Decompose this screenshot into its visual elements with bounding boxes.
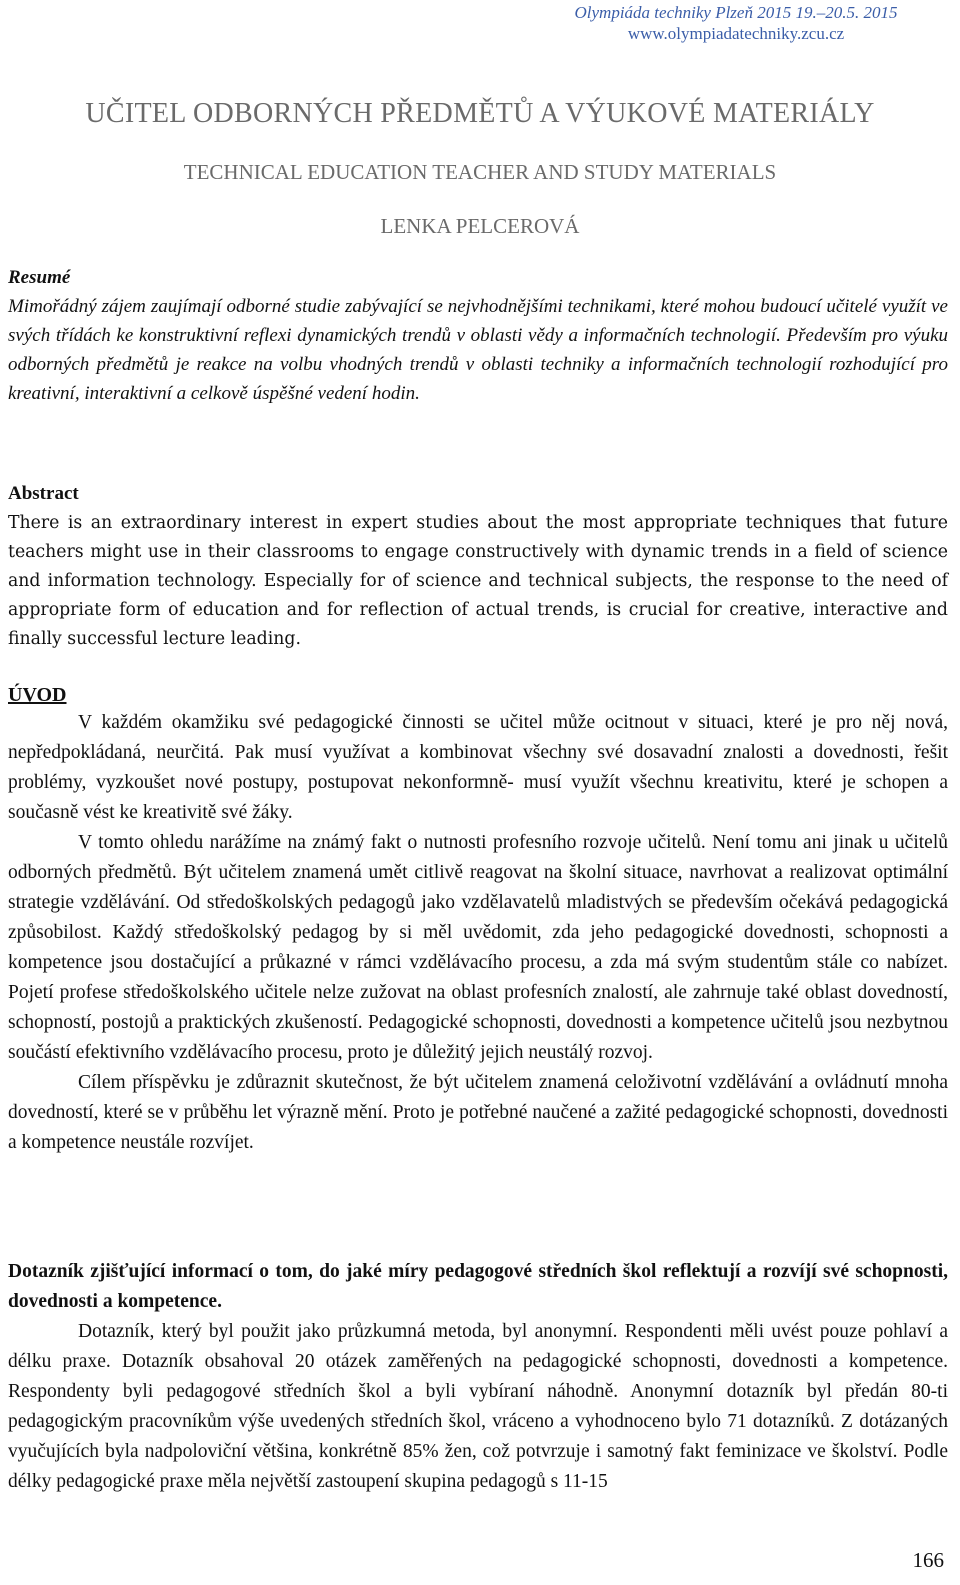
paper-subtitle: TECHNICAL EDUCATION TEACHER AND STUDY MATERIALS [183,160,777,184]
uvod-section [8,708,948,1158]
running-header [526,2,946,44]
abstract-text: There is an extraordinary interest in expert studies about the most appropriate techniques that future teachers might use in their classrooms to engage constructively with dynamic trends in a field of science and information technology. Especially for of science and technical subjects, the response to the need of appropriate form of education and for reflection of actual trends, is crucial for creative, interactive and finally successful lecture leading. [8,513,948,649]
author-name: LENKA PELCEROVÁ [380,214,580,238]
page-number: 166 [912,1548,944,1572]
abstract-heading: Abstract [8,483,79,504]
dotaznik-section [8,1317,948,1497]
uvod-paragraph: V tomto ohledu narážíme na známý fakt o nutnosti profesního rozvoje učitelů. Není tomu ani jinak u učitelů odborných předmětů. Být učitelem znamená umět citlivě reagovat na školní situace, navrhovat a realizovat optimální strategie vzdělávání. Od středoškolských pedagogů jako vzdělavatelů mladistvých se především očekává pedagogická způsobilost. Každý středoškolský pedagog by si měl uvědomit, zda jeho pedagogické dovednosti, schopnosti a kompetence jsou dostačující a průkazné v rámci vzdělávacího procesu, a zda má svým studentům stále co nabízet. Pojetí profese středoškolského učitele nelze zužovat na oblast profesních znalostí, ale zahrnuje také oblast dovedností, schopností, postojů a praktických zkušeností. Pedagogické schopnosti, dovednosti a kompetence učitelů jsou nezbytnou součástí efektivního vzdělávacího procesu, proto je důležitý jejich neustálý rozvoj. [8,832,948,1063]
paper-title: UČITEL ODBORNÝCH PŘEDMĚTŮ A VÝUKOVÉ MATERIÁLY [85,98,875,129]
uvod-paragraph: V každém okamžiku své pedagogické činnosti se učitel může ocitnout v situaci, které je pro něj nová, nepředpokládaná, neurčitá. Pak musí využívat a kombinovat všechny své dosavadní znalosti a dovednosti, řešit problémy, vyzkoušet nové postupy, postupovat nekonformně- musí využít všechnu kreativitu, které je schopen a současně vést ke kreativitě své žáky. [8,712,948,823]
conference-url: www.olympiadatechniky.zcu.cz [627,24,845,43]
dotaznik-heading: Dotazník zjišťující informací o tom, do jaké míry pedagogové středních škol reflektují a rozvíjí své schopnosti, dovednosti a kompetence. [8,1261,948,1312]
resume-text: Mimořádný zájem zaujímají odborné studie zabývající se nejvhodnějšími technikami, které mohou budoucí učitelé využít ve svých třídách ke konstruktivní reflexi dynamických trendů v oblasti vědy a informačních technologií. Především pro výuku odborných předmětů je reakce na volbu vhodných trendů v oblasti techniky a informačních technologií rozhodující pro kreativní, interaktivní a celkově úspěšné vedení hodin. [8,296,948,404]
uvod-paragraph: Cílem příspěvku je zdůraznit skutečnost, že být učitelem znamená celoživotní vzdělávání a ovládnutí mnoha dovedností, které se v průběhu let výrazně mění. Proto je potřebné naučené a zažité pedagogické schopnosti, dovednosti a kompetence neustále rozvíjet. [8,1072,948,1153]
uvod-heading: ÚVOD [8,684,67,706]
conference-title: Olympiáda techniky Plzeň 2015 19.–20.5. 2015 [574,3,898,22]
dotaznik-paragraph: Dotazník, který byl použit jako průzkumná metoda, byl anonymní. Respondenti měli uvést pouze pohlaví a délku praxe. Dotazník obsahoval 20 otázek zaměřených na pedagogické schopnosti, dovednosti a kompetence. Respondenty byli pedagogové středních škol a byli vybíraní náhodně. Anonymní dotazník byl předán 80-ti pedagogickým pracovníkům výše uvedených středních škol, vráceno a vyhodnoceno bylo 71 dotazníků. Z dotázaných vyučujících byla nadpoloviční většina, konkrétně 85% žen, což potvrzuje i samotný fakt feminizace ve školství. Podle délky pedagogické praxe měla největší zastoupení skupina pedagogů s 11-15 [8,1321,948,1492]
resume-heading: Resumé [8,267,71,288]
